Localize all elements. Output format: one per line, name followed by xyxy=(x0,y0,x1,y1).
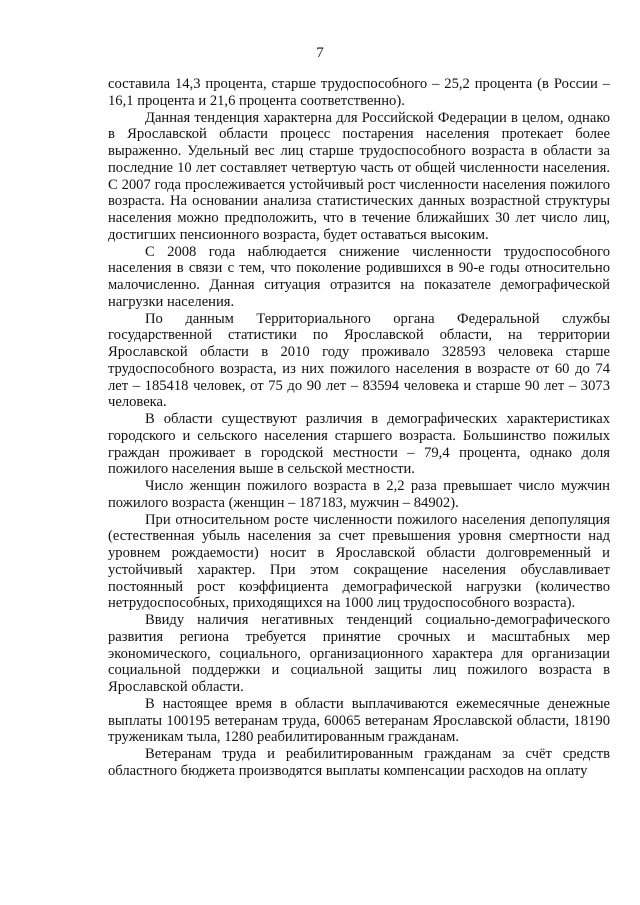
document-body xyxy=(108,76,610,780)
paragraph-8: Ввиду наличия негативных тенденций социально-демографического развития региона требуется принятие срочных и масштабных мер экономического, социального, организационного характера для организации социальной поддержки и социальной защиты лиц пожилого возраста в Ярославской области. xyxy=(108,612,610,695)
paragraph-5: В области существуют различия в демографических характеристиках городского и сельского населения старшего возраста. Большинство пожилых граждан проживает в городской местности – 79,4 процента, однако доля пожилого населения выше в сельской местности. xyxy=(108,411,610,478)
paragraph-2: Данная тенденция характерна для Российской Федерации в целом, однако в Ярославской области процесс постарения населения протекает более выраженно. Удельный вес лиц старше трудоспособного возраста в области за последние 10 лет составляет четвертую часть от общей численности населения. С 2007 года прослеживается устойчивый рост численности населения пожилого возраста. На основании анализа статистических данных возрастной структуры населения можно предположить, что в течение ближайших 30 лет число лиц, достигших пенсионного возраста, будет оставаться высоким. xyxy=(108,109,610,243)
paragraph-1: составила 14,3 процента, старше трудоспособного – 25,2 процента (в России – 16,1 процента и 21,6 процента соответственно). xyxy=(108,76,610,109)
paragraph-9: В настоящее время в области выплачиваются ежемесячные денежные выплаты 100195 ветеранам труда, 60065 ветеранам Ярославской области, 18190 труженикам тыла, 1280 реабилитированным гражданам. xyxy=(108,695,610,746)
paragraph-7: При относительном росте численности пожилого населения депопуляция (естественная убыль населения за счет превышения уровня смертности над уровнем рождаемости) носит в Ярославской области долговременный и устойчивый характер. При этом сокращение населения обуславливает постоянный рост коэффициента демографической нагрузки (количество нетрудоспособных, приходящихся на 1000 лиц трудоспособного возраста). xyxy=(108,511,610,612)
paragraph-10: Ветеранам труда и реабилитированным гражданам за счёт средств областного бюджета производятся выплаты компенсации расходов на оплату xyxy=(108,746,610,779)
paragraph-6: Число женщин пожилого возраста в 2,2 раза превышает число мужчин пожилого возраста (женщин – 187183, мужчин – 84902). xyxy=(108,478,610,511)
paragraph-3: С 2008 года наблюдается снижение численности трудоспособного населения в связи с тем, что поколение родившихся в 90-е годы относительно малочисленно. Данная ситуация отразится на показателе демографической нагрузки населения. xyxy=(108,243,610,310)
paragraph-4: По данным Территориального органа Федеральной службы государственной статистики по Ярославской области, на территории Ярославской области в 2010 году проживало 328593 человека старше трудоспособного возраста, из них пожилого населения в возрасте от 60 до 74 лет – 185418 человек, от 75 до 90 лет – 83594 человека и старше 90 лет – 3073 человека. xyxy=(108,310,610,411)
page-number: 7 xyxy=(316,45,324,61)
